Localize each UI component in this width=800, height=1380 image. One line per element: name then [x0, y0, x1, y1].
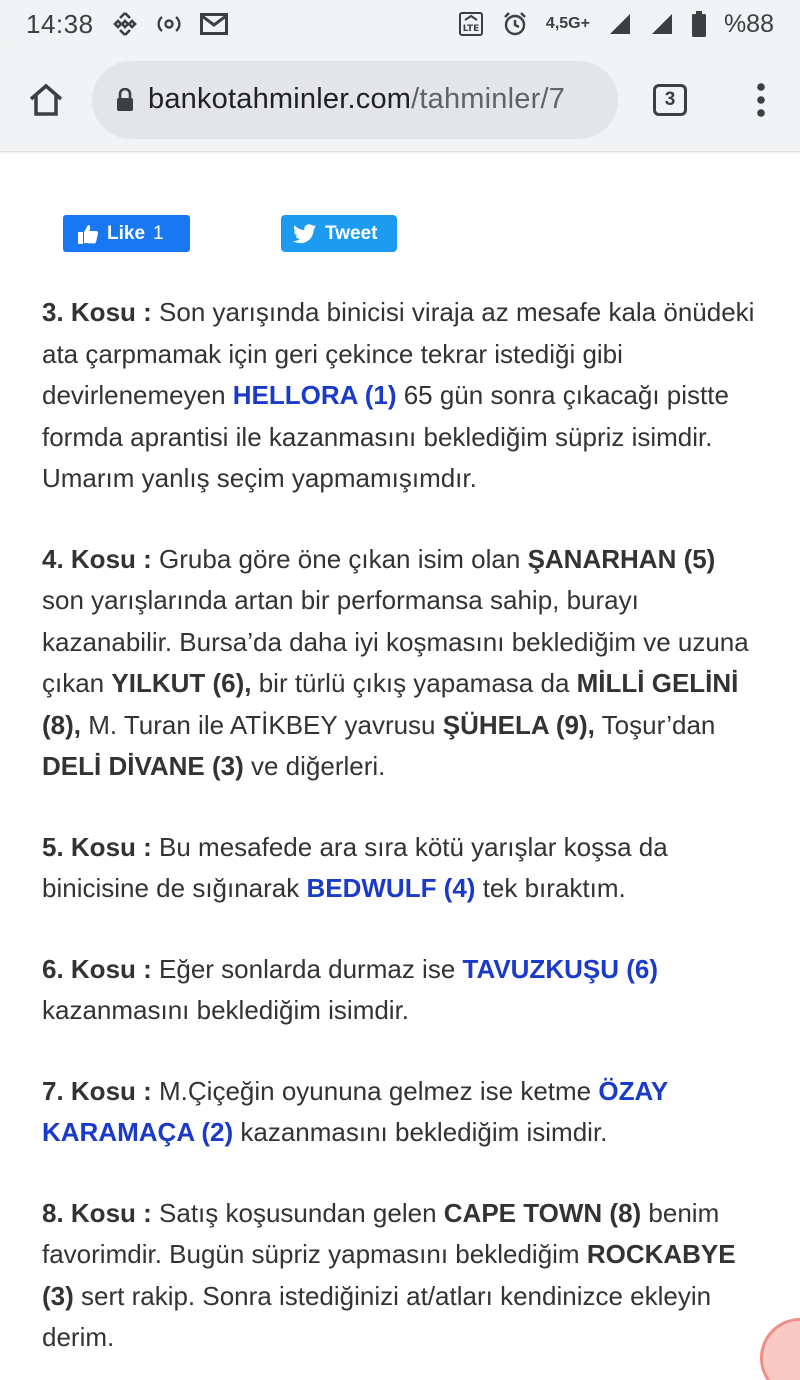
status-right — [458, 10, 774, 39]
thumbs-up-icon — [77, 223, 99, 245]
social-buttons — [63, 215, 378, 252]
paragraph-text: M.Çiçeğin oyununa gelmez ise ketme — [151, 1075, 599, 1106]
paragraph-text: Bu mesafede ara sıra kötü yarışlar koşsa da binicisine de sığınarak — [42, 831, 668, 903]
twitter-bird-icon — [293, 224, 317, 244]
paragraph-text: tek bıraktım. — [475, 873, 626, 903]
battery-percent: %88 — [723, 9, 774, 38]
browser-toolbar — [0, 48, 800, 152]
binance-icon — [112, 11, 138, 37]
horse-name: YILKUT (6), — [111, 668, 252, 698]
race-label: 8. Kosu : — [42, 1197, 152, 1228]
status-bar — [0, 0, 800, 48]
horse-name: ŞÜHELA (9), — [442, 709, 595, 740]
horse-name: MİLLİ GELİNİ (8), — [42, 668, 739, 740]
paragraph-text: ve diğerleri. — [243, 751, 386, 781]
url-bar[interactable] — [92, 61, 618, 139]
paragraph-text: sert rakip. Sonra istediğinizi at/atları kendinizce ekleyin derim. — [42, 1280, 712, 1352]
paragraph-text: kazanmasını beklediğim isimdir. — [233, 1117, 608, 1147]
url-domain: bankotahminler.com — [148, 83, 412, 115]
paragraph-text: Son yarışında binicisi viraja az mesafe kala önüdeki ata çarpmamak için geri çekince tekrar istediği gibi devirlenemeyen — [42, 297, 755, 410]
race-4-paragraph — [42, 539, 758, 788]
page-content — [0, 152, 800, 1380]
paragraph-text: Gruba göre öne çıkan isim olan — [151, 543, 528, 574]
paragraph-text: benim favorimdir. Bugün süpriz yapmasını beklediğim — [42, 1197, 720, 1269]
mail-icon — [200, 11, 228, 37]
tab-count: 3 — [653, 84, 687, 116]
status-left — [26, 9, 228, 40]
paragraph-text: bir türlü çıkış yapamasa da — [251, 668, 577, 698]
url-path: /tahminler/7 — [411, 83, 566, 115]
signal-icon — [608, 11, 632, 37]
signal-icon — [650, 11, 674, 37]
paragraph-text: son yarışlarında artan bir performansa sahip, burayı kazanabilir. Bursa’da daha iyi koşmasını beklediğim ve uzuna çıkan — [42, 585, 749, 698]
svg-text:LTE: LTE — [462, 24, 480, 34]
race-5-paragraph — [42, 827, 758, 910]
race-label: 7. Kosu : — [42, 1075, 152, 1106]
horse-link[interactable]: TAVUZKUŞU (6) — [462, 953, 658, 984]
horse-link[interactable]: ÖZAY KARAMAÇA (2) — [42, 1075, 668, 1147]
volte-icon — [458, 11, 484, 37]
horse-link[interactable]: BEDWULF (4) — [306, 873, 476, 903]
horse-link[interactable]: HELLORA (1) — [232, 380, 397, 410]
url-text — [148, 83, 565, 116]
horse-name: CAPE TOWN (8) — [443, 1197, 642, 1228]
paragraph-text: Satış koşusundan gelen — [151, 1197, 444, 1228]
facebook-like-button[interactable] — [63, 215, 190, 252]
horse-name: ROCKABYE (3) — [42, 1239, 736, 1311]
battery-icon — [692, 11, 706, 37]
more-vert-icon — [756, 83, 766, 117]
race-3-paragraph — [42, 292, 758, 500]
race-8-paragraph — [42, 1193, 758, 1359]
network-label: 4,5G+ — [545, 15, 590, 32]
overflow-menu-button[interactable] — [722, 48, 800, 152]
tab-switcher-button[interactable] — [618, 48, 722, 152]
race-label: 4. Kosu : — [42, 543, 152, 574]
status-time: 14:38 — [26, 8, 94, 39]
hotspot-icon — [156, 11, 182, 37]
alarm-icon — [502, 11, 528, 37]
paragraph-text: kazanmasını beklediğim isimdir. — [42, 995, 410, 1025]
race-6-paragraph — [42, 949, 758, 1032]
home-button[interactable] — [0, 48, 92, 152]
horse-name: ŞANARHAN (5) — [527, 543, 716, 574]
tweet-button[interactable] — [281, 215, 397, 252]
tweet-label: Tweet — [325, 222, 378, 244]
paragraph-text: 65 gün sonra çıkacağı pistte formda aprantisi ile kazanmasını beklediğim süpriz isimdir. Umarım yanlış seçim yapmamışımdır. — [42, 380, 729, 493]
like-label: Like — [107, 222, 146, 244]
race-label: 3. Kosu : — [42, 297, 152, 327]
paragraph-text: M. Turan ile ATİKBEY yavrusu — [81, 709, 443, 740]
like-count: 1 — [153, 222, 164, 244]
article-body — [42, 292, 758, 1380]
lock-icon — [116, 88, 134, 112]
race-label: 5. Kosu : — [42, 831, 152, 862]
paragraph-text: Toşur’dan — [594, 709, 716, 740]
horse-name: DELİ DİVANE (3) — [42, 751, 244, 781]
race-7-paragraph — [42, 1071, 758, 1154]
paragraph-text: Eğer sonlarda durmaz ise — [151, 953, 463, 984]
home-icon — [28, 83, 64, 117]
race-label: 6. Kosu : — [42, 953, 152, 984]
